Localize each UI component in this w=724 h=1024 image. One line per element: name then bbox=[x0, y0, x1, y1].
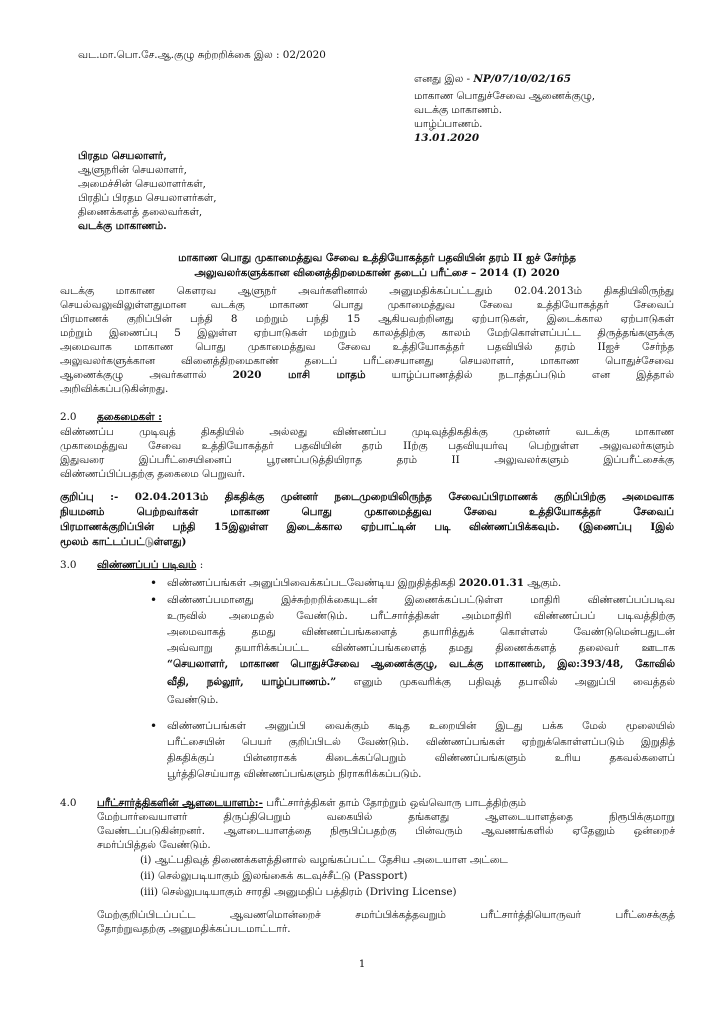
envelope-instruction-line: விண்ணப்பங்கள் அனுப்பி வைக்கும் கடித உறையின் இடது பக்க மேல் மூலையில் bbox=[167, 720, 675, 732]
identity-line: சமர்ப்பித்தல் வேண்டும். bbox=[97, 839, 211, 851]
application-format-line: வேண்டும். bbox=[167, 694, 219, 706]
qualification-line: முகாமைத்துவ சேவை உத்தியோகத்தர் பதவியின் தரம் IIற்கு பதவியுயர்வு பெற்றுள்ள அலுவலர்களும் bbox=[60, 440, 674, 452]
intro-line: ஆணைக்குழு அவர்களால் 2020 மாசி மாதம் யாழ்ப்பாணத்தில் நடாத்தப்படும் என இத்தால் bbox=[60, 369, 674, 381]
qualification-line: விண்ணப்ப முடிவுத் திகதியில் அல்லது விண்ணப்ப முடிவுத்திகதிக்கு முன்னர் வடக்கு மாகாண bbox=[60, 426, 674, 438]
circular-number: வட.மா.பொ.சே.ஆ.குழு சுற்றறிக்கை இல : 02/2020 bbox=[78, 49, 326, 61]
addressee-line: திணைக்களத் தலைவர்கள், bbox=[78, 206, 203, 218]
identity-line: பரீட்சார்த்திகளின் ஆளடையாளம்:- பரீட்சார்த்திகள் தாம் தோற்றும் ஒவ்வொரு பாடத்திற்கும் bbox=[97, 797, 527, 809]
deadline-date: 2020.01.31 bbox=[458, 577, 524, 589]
application-deadline-line: விண்ணப்பங்கள் அனுப்பிவைக்கப்படவேண்டிய இறுதித்திகதி 2020.01.31 ஆகும். bbox=[167, 577, 562, 589]
intro-line: அறிவிக்கப்படுகின்றது. bbox=[60, 383, 169, 395]
reference-number: எனது இல - NP/07/10/02/165 bbox=[414, 73, 571, 85]
id-document-item: (i) ஆட்பதிவுத் திணைக்களத்தினால் வழங்கப்பட்ட தேசிய அடையாள அட்டை bbox=[140, 854, 508, 866]
office-city: யாழ்ப்பாணம். bbox=[414, 118, 483, 130]
postal-address-line: “செயலாளர், மாகாண பொதுச்சேவை ஆணைக்குழு, வடக்கு மாகாணம், இல:393/48, கோவில் bbox=[167, 658, 675, 670]
document-title-line: அலுவலர்களுக்கான வினைத்திறமைகாண் தடைப் பரீட்சை – 2014 (I) 2020 bbox=[194, 267, 560, 279]
qualification-line: இதுவரை இப்பரீட்சையினைப் பூரணப்படுத்தியிராத தரம் II அலுவலர்களும் இப்பரீட்சைக்கு bbox=[60, 454, 674, 466]
intro-line: வடக்கு மாகாண கௌரவ ஆளுநர் அவர்களினால் அனுமதிக்கப்பட்டதும் 02.04.2013ம் திகதியிலிருந்து bbox=[60, 285, 674, 297]
application-format-line: விண்ணப்பமானது இச்சுற்றறிக்கையுடன் இணைக்கப்பட்டுள்ள மாதிரி விண்ணப்பப்படிவ bbox=[167, 594, 675, 606]
id-document-item: (ii) செல்லுபடியாகும் இலங்கைக் கடவுச்சீட்டு (Passport) bbox=[140, 870, 408, 882]
bullet-icon: • bbox=[150, 593, 158, 607]
envelope-instruction-line: பரீட்சையின் பெயர் குறிப்பிடல் வேண்டும். விண்ணப்பங்கள் ஏற்றுக்கொள்ளப்படும் இறுதித் bbox=[167, 736, 675, 748]
bullet-icon: • bbox=[150, 719, 158, 733]
envelope-instruction-line: திகதிக்குப் பின்னராகக் கிடைக்கப்பெறும் விண்ணப்பங்களும் உரிய தகவல்களைப் bbox=[167, 752, 675, 764]
reference-code: NP/07/10/02/165 bbox=[473, 73, 571, 85]
application-format-line: உருவில் அமைதல் வேண்டும். பரீட்சார்த்திகள் அம்மாதிரி விண்ணப்பப் படிவத்திற்கு bbox=[167, 610, 675, 622]
section-number: 2.0 bbox=[60, 411, 77, 423]
application-format-line: அவ்வாறு தயாரிக்கப்பட்ட விண்ணப்பங்களைத் தமது திணைக்களத் தலைவர் ஊடாக bbox=[167, 642, 675, 654]
application-format-line: அமைவாகத் தமது விண்ணப்பங்களைத் தயாரித்துக் கொள்ளல் வேண்டுமென்பதுடன் bbox=[167, 626, 675, 638]
note-line: நியமனம் பெற்றவர்கள் மாகாண பொது முகாமைத்துவ சேவை உத்தியோகத்தர் சேவைப் bbox=[60, 506, 674, 518]
note-line: பிரமாணக்குறிப்பின் பந்தி 15இலுள்ள இடைக்கால ஏற்பாட்டின் படி விண்ணப்பிக்கவும். (இணைப்பு Iஇல் bbox=[60, 521, 674, 533]
intro-line: மற்றும் இணைப்பு 5 இலுள்ள ஏற்பாடுகள் மற்றும் காலத்திற்கு காலம் மேற்கொள்ளப்பட்ட திருத்தங்களுக்கு bbox=[60, 327, 674, 339]
envelope-instruction-line: பூர்த்திசெய்யாத விண்ணப்பங்களும் நிராகரிக்கப்படும். bbox=[167, 768, 422, 780]
intro-line: செயல்வலுவிலுள்ளதுமான வடக்கு மாகாண பொது முகாமைத்துவ சேவை உத்தியோகத்தர் சேவைப் bbox=[60, 299, 674, 311]
exam-month: 2020 மாசி மாதம் bbox=[232, 369, 366, 381]
qualification-line: விண்ணப்பிப்பதற்கு தகைமை பெறுவர். bbox=[60, 468, 246, 480]
identity-line: மேற்பார்வையாளர் திருப்திபெறும் வகையில் தங்களது ஆளடையாளத்தை நிரூபிக்குமாறு bbox=[97, 811, 675, 823]
page-number: 1 bbox=[358, 958, 366, 970]
identity-warning-line: மேற்குறிப்பிடப்பட்ட ஆவணமொன்றைச் சமர்ப்பிக்கத்தவறும் பரீட்சார்த்தியொருவர் பரீட்சைக்குத் bbox=[97, 909, 675, 921]
section-heading: பரீட்சார்த்திகளின் ஆளடையாளம்:- bbox=[97, 797, 263, 809]
identity-warning-line: தோற்றுவதற்கு அனுமதிக்கப்படமாட்டார். bbox=[97, 923, 291, 935]
office-province: வடக்கு மாகாணம். bbox=[414, 104, 503, 116]
bullet-icon: • bbox=[150, 576, 158, 590]
note-line: மூலம் காட்டப்பட்டுள்ளது) bbox=[60, 536, 187, 548]
section-number: 3.0 bbox=[60, 559, 77, 571]
note-line: குறிப்பு :- 02.04.2013ம் திகதிக்கு முன்னர் நடைமுறையிலிருந்த சேவைப்பிரமாணக் குறிப்பிற்கு அமைவாக bbox=[60, 491, 674, 503]
document-title-line: மாகாண பொது முகாமைத்துவ சேவை உத்தியோகத்தர் பதவியின் தரம் II ஐச் சேர்ந்த bbox=[178, 252, 576, 264]
office-name: மாகாண பொதுச்சேவை ஆணைக்குழு, bbox=[414, 90, 596, 102]
intro-line: அலுவலர்களுக்கான வினைத்திறமைகாண் தடைப் பரீட்சையானது செயலாளர், மாகாண பொதுச்சேவை bbox=[60, 355, 674, 367]
addressee-line: பிரதம செயலாளர், bbox=[78, 150, 167, 162]
section-heading: தகைமைகள் : bbox=[97, 411, 162, 423]
addressee-line: பிரதிப் பிரதம செயலாளர்கள், bbox=[78, 192, 217, 204]
section-number: 4.0 bbox=[60, 797, 77, 809]
addressee-line: வடக்கு மாகாணம். bbox=[78, 220, 167, 232]
identity-line: வேண்டப்படுகின்றனர். ஆளடையாளத்தை நிரூபிப்பதற்கு பின்வரும் ஆவணங்களில் ஏதேனும் ஒன்றைச் bbox=[97, 825, 675, 837]
addressee-line: அமைச்சின் செயலாளர்கள், bbox=[78, 178, 206, 190]
letter-date: 13.01.2020 bbox=[414, 132, 480, 144]
addressee-line: ஆளுநரின் செயலாளர், bbox=[78, 164, 187, 176]
section-heading: விண்ணப்பப் படிவம் : bbox=[97, 559, 204, 571]
id-document-item: (iii) செல்லுபடியாகும் சாரதி அனுமதிப் பத்திரம் (Driving License) bbox=[140, 886, 457, 898]
intro-line: பிரமாணக் குறிப்பின் பந்தி 8 மற்றும் பந்தி 15 ஆகியவற்றினது ஏற்பாடுகள், இடைக்கால ஏற்பாடுகள் bbox=[60, 313, 674, 325]
postal-address-line: வீதி, நல்லூர், யாழ்ப்பாணம்.” எனும் முகவரிக்கு பதிவுத் தபாலில் அனுப்பி வைத்தல் bbox=[167, 676, 675, 688]
intro-line: அமைவாக மாகாண பொது முகாமைத்துவ சேவை உத்தியோகத்தர் பதவியில் தரம் IIஐச் சேர்ந்த bbox=[60, 341, 674, 353]
